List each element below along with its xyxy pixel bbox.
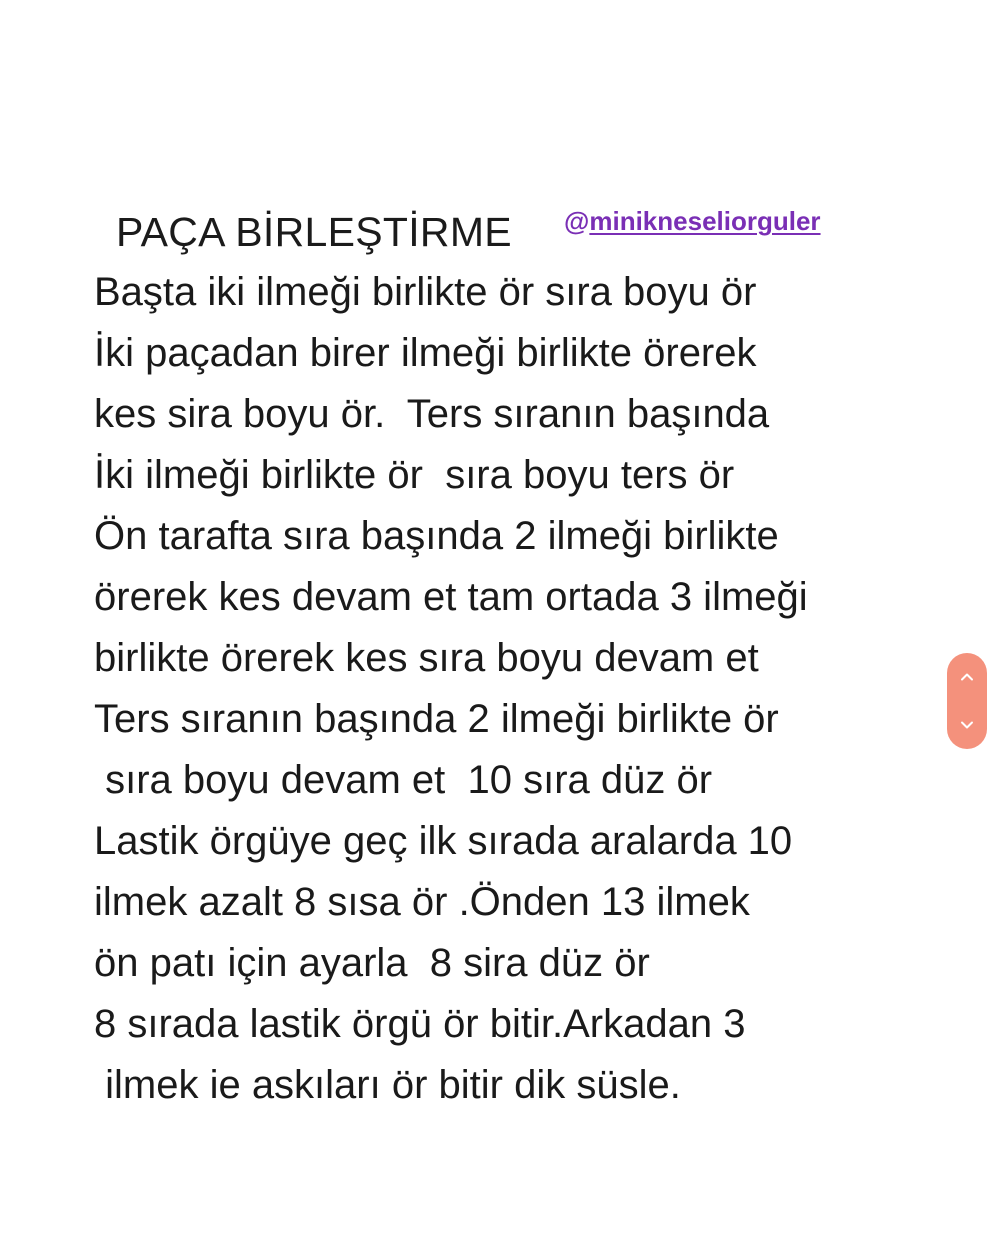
note-line: ilmek azalt 8 sısa ör .Önden 13 ilmek [94,880,750,924]
note-body [94,262,914,1116]
note-line: İki ilmeği birlikte ör sıra boyu ters ör [94,453,735,497]
note-line: birlikte örerek kes sıra boyu devam et [94,636,759,680]
note-line: Başta iki ilmeği birlikte ör sıra boyu ör [94,270,757,314]
handle-username: minikneseliorguler [589,206,821,236]
scroll-navigator[interactable] [947,653,987,749]
scroll-down-button[interactable] [947,701,987,749]
note-line: 8 sırada lastik örgü ör bitir.Arkadan 3 [94,1002,746,1046]
handle-at-sign: @ [564,206,590,236]
note-line: Ön tarafta sıra başında 2 ilmeği birlikte [94,514,779,558]
chevron-up-icon [959,669,975,685]
title-row [94,204,894,260]
note-line: ilmek ie askıları ör bitir dik süsle. [94,1063,681,1107]
note-line: örerek kes devam et tam ortada 3 ilmeği [94,575,808,619]
note-line: sıra boyu devam et 10 sıra düz ör [94,758,713,802]
chevron-down-icon [959,717,975,733]
note-line: Lastik örgüye geç ilk sırada aralarda 10 [94,819,793,863]
scroll-up-button[interactable] [947,653,987,701]
note-line: ön patı için ayarla 8 sira düz ör [94,941,650,985]
note-line: Ters sıranın başında 2 ilmeği birlikte ör [94,697,779,741]
note-line: kes sira boyu ör. Ters sıranın başında [94,392,770,436]
author-handle[interactable] [564,204,821,238]
note-title: PAÇA BİRLEŞTİRME [116,209,512,255]
note-line: İki paçadan birer ilmeği birlikte örerek [94,331,757,375]
